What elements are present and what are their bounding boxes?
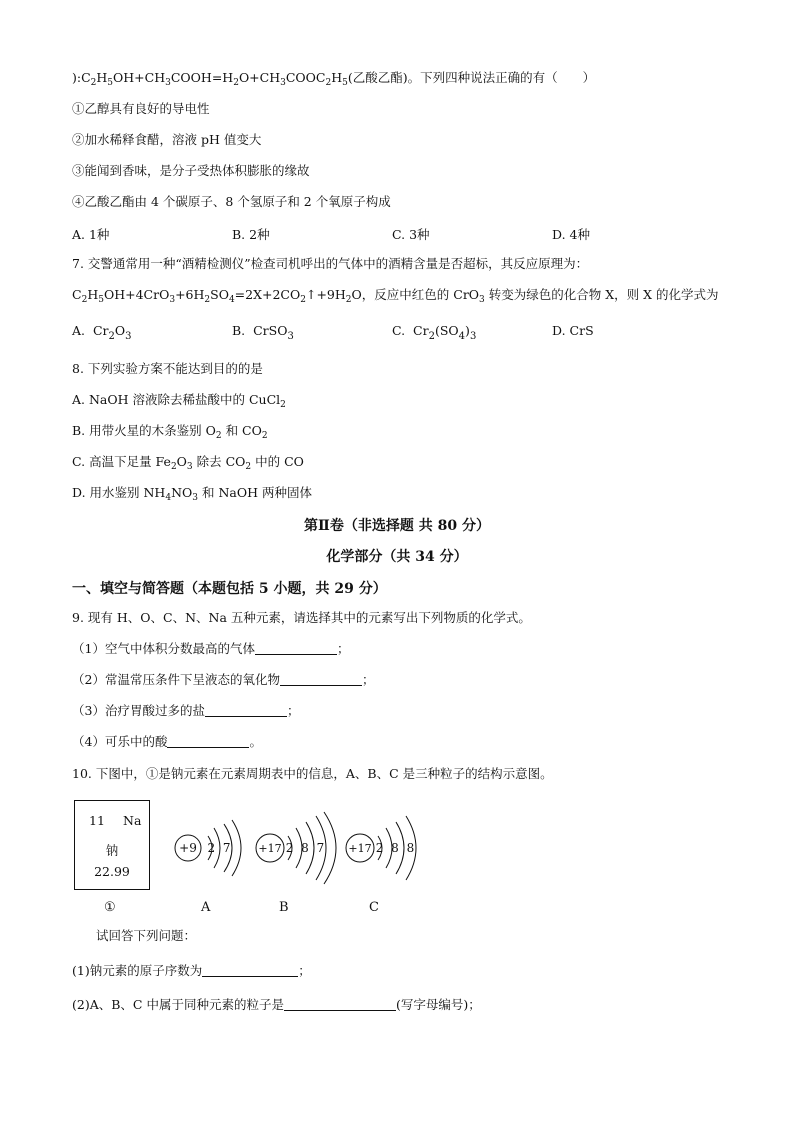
nucleus-charge: +9 (179, 841, 197, 855)
q6-item-4: ④乙酸乙酯由 4 个碳原子、8 个氢原子和 2 个氧原子构成 (72, 194, 391, 209)
atom-diagram-a (175, 820, 241, 876)
shell-electrons: 2 8 8 (375, 841, 417, 855)
figure-label-a: A (201, 900, 211, 915)
q6-option-a[interactable]: A. 1种 (72, 227, 110, 242)
atom-diagram-c (346, 816, 416, 880)
answer-blank[interactable] (205, 704, 287, 717)
q8-option-b[interactable]: B. 用带火星的木条鉴别 $O_2$ 和 $CO_2$ (72, 423, 268, 441)
q10-figure (74, 800, 434, 920)
atomic-number: 11 (89, 813, 105, 828)
element-symbol: Na (123, 813, 142, 828)
q9-item-1: （1）空气中体积分数最高的气体 ； (72, 641, 350, 656)
q9-item-2: （2）常温常压条件下呈液态的氧化物 ； (72, 672, 375, 687)
element-name: 钠 (105, 843, 119, 858)
q8-option-d[interactable]: D. 用水鉴别 $NH_4NO_3$ 和 NaOH 两种固体 (72, 485, 312, 503)
q10-sub-2: (2)A、B、C 中属于同种元素的粒子是 (写字母编号)； (72, 997, 481, 1012)
atom-diagram-b (256, 812, 336, 884)
q6-item-3: ③能闻到香味，是分子受热体积膨胀的缘故 (72, 163, 310, 178)
answer-blank[interactable] (255, 642, 337, 655)
nucleus-charge: +17 (348, 842, 372, 855)
q8-option-a[interactable]: A. NaOH 溶液除去稀盐酸中的 CuCl$_2$ (72, 392, 286, 410)
q8-option-c[interactable]: C. 高温下足量 $Fe_2O_3$ 除去 $CO_2$ 中的 CO (72, 454, 304, 472)
answer-blank[interactable] (284, 998, 396, 1011)
shell-electrons: 2 7 (207, 841, 233, 855)
q10-prompt: 试回答下列问题： (96, 928, 197, 943)
shell-electrons: 2 8 7 (285, 841, 327, 855)
q6-option-c[interactable]: C. 3种 (392, 227, 430, 242)
q7-option-a[interactable]: A. $Cr_2O_3$ (72, 323, 132, 342)
q10-sub-1: (1)钠元素的原子序数为 ； (72, 963, 311, 978)
figure-label-1: ① (104, 900, 116, 915)
q6-option-b[interactable]: B. 2种 (232, 227, 270, 242)
q7-stem: 7. 交警通常用一种“酒精检测仪”检查司机呼出的气体中的酒精含量是否超标，其反应原理为： (72, 256, 589, 271)
figure-label-c: C (369, 900, 379, 915)
q6-item-1: ①乙醇具有良好的导电性 (72, 101, 210, 116)
q9-item-4: （4）可乐中的酸 。 (72, 734, 262, 749)
answer-blank[interactable] (167, 735, 249, 748)
section-heading: 一、填空与简答题（本题包括 5 小题，共 29 分） (72, 581, 387, 597)
q9-stem: 9. 现有 H、O、C、N、Na 五种元素，请选择其中的元素写出下列物质的化学式。 (72, 610, 531, 625)
q7-equation: $C_2H_5OH+4CrO_3+6H_2SO_4=2X+2CO_2↑+9H_2O$，反应中红色的 CrO$_3$ 转变为绿色的化合物 X，则 X 的化学式为 (72, 287, 719, 305)
q7-option-c[interactable]: C. $Cr_2(SO_4)_3$ (392, 323, 477, 342)
q8-stem: 8. 下列实验方案不能达到目的的是 (72, 361, 263, 376)
q7-option-d[interactable]: D. CrS (552, 323, 594, 338)
q6-option-d[interactable]: D. 4种 (552, 227, 590, 242)
figure-label-b: B (279, 900, 289, 915)
part2-subtitle: 化学部分（共 34 分） (326, 549, 468, 565)
atomic-mass: 22.99 (94, 864, 130, 879)
q6-reaction-line: )$:C_2H_5OH+CH_3COOH=H_2O+CH_3COOC_2H_5$(乙酸乙酯)。下列四种说法正确的有（ ） (72, 70, 596, 88)
q6-options (72, 225, 732, 243)
q9-item-3: （3）治疗胃酸过多的盐 ； (72, 703, 300, 718)
part2-title: 第Ⅱ卷（非选择题 共 80 分） (304, 518, 490, 534)
q10-stem: 10. 下图中，①是钠元素在元素周期表中的信息，A、B、C 是三种粒子的结构示意图。 (72, 766, 553, 781)
answer-blank[interactable] (202, 964, 298, 977)
answer-blank[interactable] (280, 673, 362, 686)
q6-item-2: ②加水稀释食醋，溶液 pH 值变大 (72, 132, 262, 147)
q7-option-b[interactable]: B. CrSO$_3$ (232, 323, 294, 342)
q7-options (72, 323, 732, 342)
nucleus-charge: +17 (258, 842, 282, 855)
atom-diagrams (74, 800, 434, 900)
